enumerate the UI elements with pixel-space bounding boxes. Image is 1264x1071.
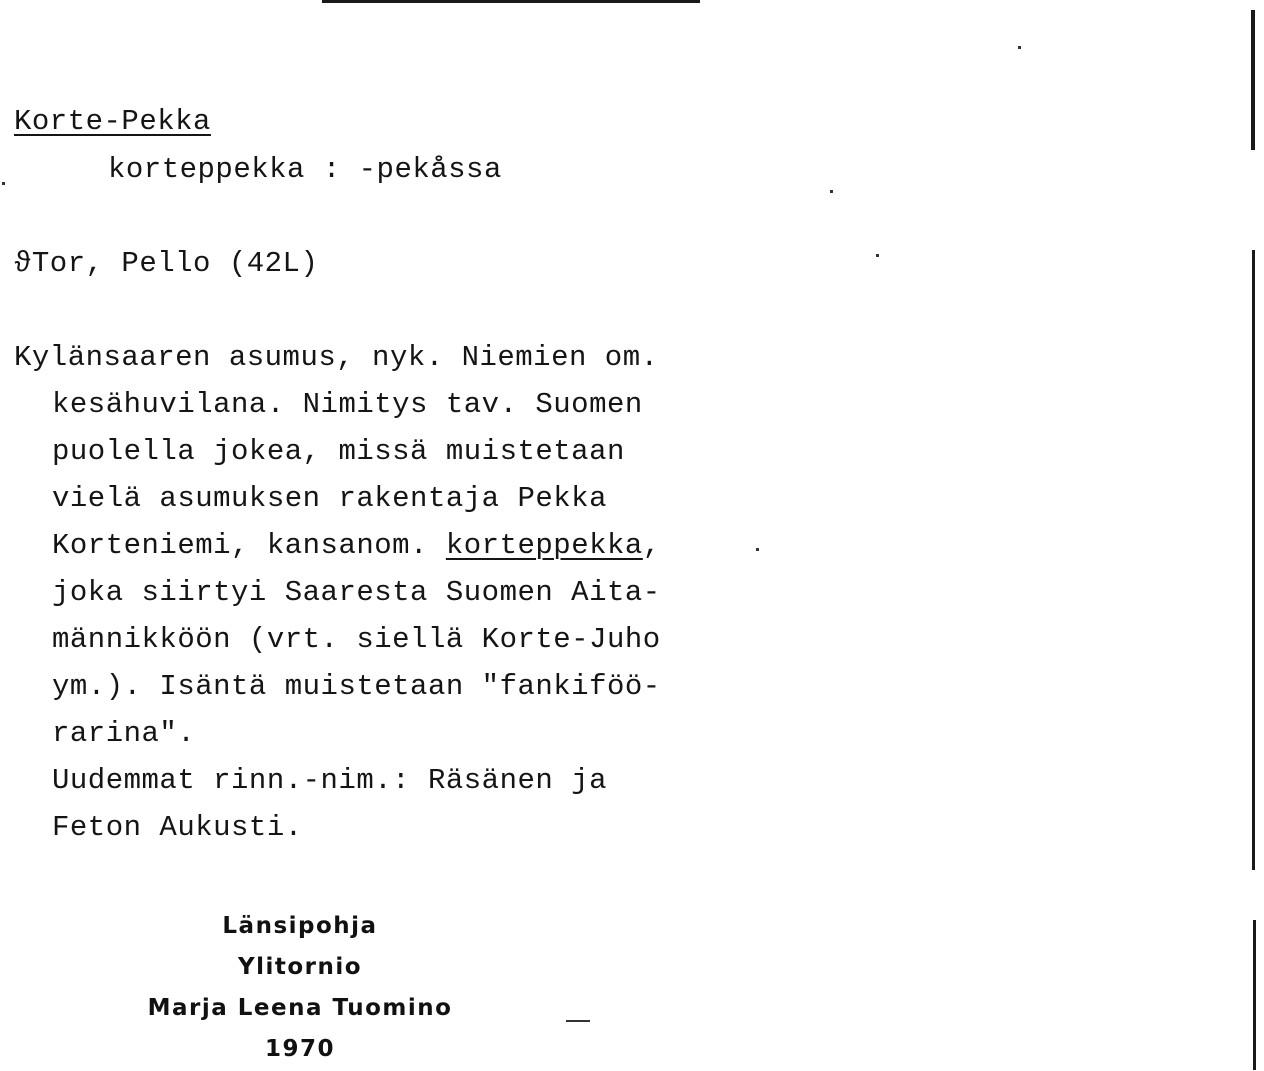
paragraph-line: Kylänsaaren asumus, nyk. Niemien om. [14,341,659,374]
paragraph-line: vielä asumuksen rakentaja Pekka [52,482,607,515]
paragraph-line: joka siirtyi Saaresta Suomen Aita- [52,576,661,609]
scan-speck [756,548,759,551]
stamp-year: 1970 [264,1036,335,1062]
source-line: ϑTor, Pello (42L) [14,247,319,280]
paragraph-line: Uudemmat rinn.-nim.: Räsänen ja [52,764,607,797]
paragraph-line [52,522,661,569]
inflected-forms: korteppekka : -pekåssa [108,153,502,186]
paragraph-line: Feton Aukusti. [52,811,303,844]
scan-edge-line [322,0,700,3]
scan-speck [830,190,833,193]
scan-speck [876,254,879,257]
paragraph-line: männikköön (vrt. siellä Korte-Juho [52,623,661,656]
scan-right-edge [1253,920,1256,1070]
scan-right-edge [1251,10,1255,150]
collector-stamp [100,906,500,1070]
paragraph-line: rarina". [52,717,196,750]
scan-speck [566,1020,590,1022]
stamp-parish: Ylitornio [237,954,363,980]
card-title: Korte-Pekka [14,105,211,138]
scan-right-edge [1252,250,1255,870]
scan-speck [2,182,5,185]
stamp-collector: Marja Leena Tuomino [147,995,453,1021]
scan-speck [1018,46,1021,49]
paragraph-text: , [642,529,661,562]
paragraph-line: kesähuvilana. Nimitys tav. Suomen [52,388,643,421]
stamp-region: Länsipohja [222,913,378,939]
underlined-term: korteppekka [445,529,643,562]
paragraph-text: Korteniemi, kansanom. [52,529,446,562]
paragraph-line: puolella jokea, missä muistetaan [52,435,625,468]
paragraph-line: ym.). Isäntä muistetaan "fankiföö- [52,670,661,703]
